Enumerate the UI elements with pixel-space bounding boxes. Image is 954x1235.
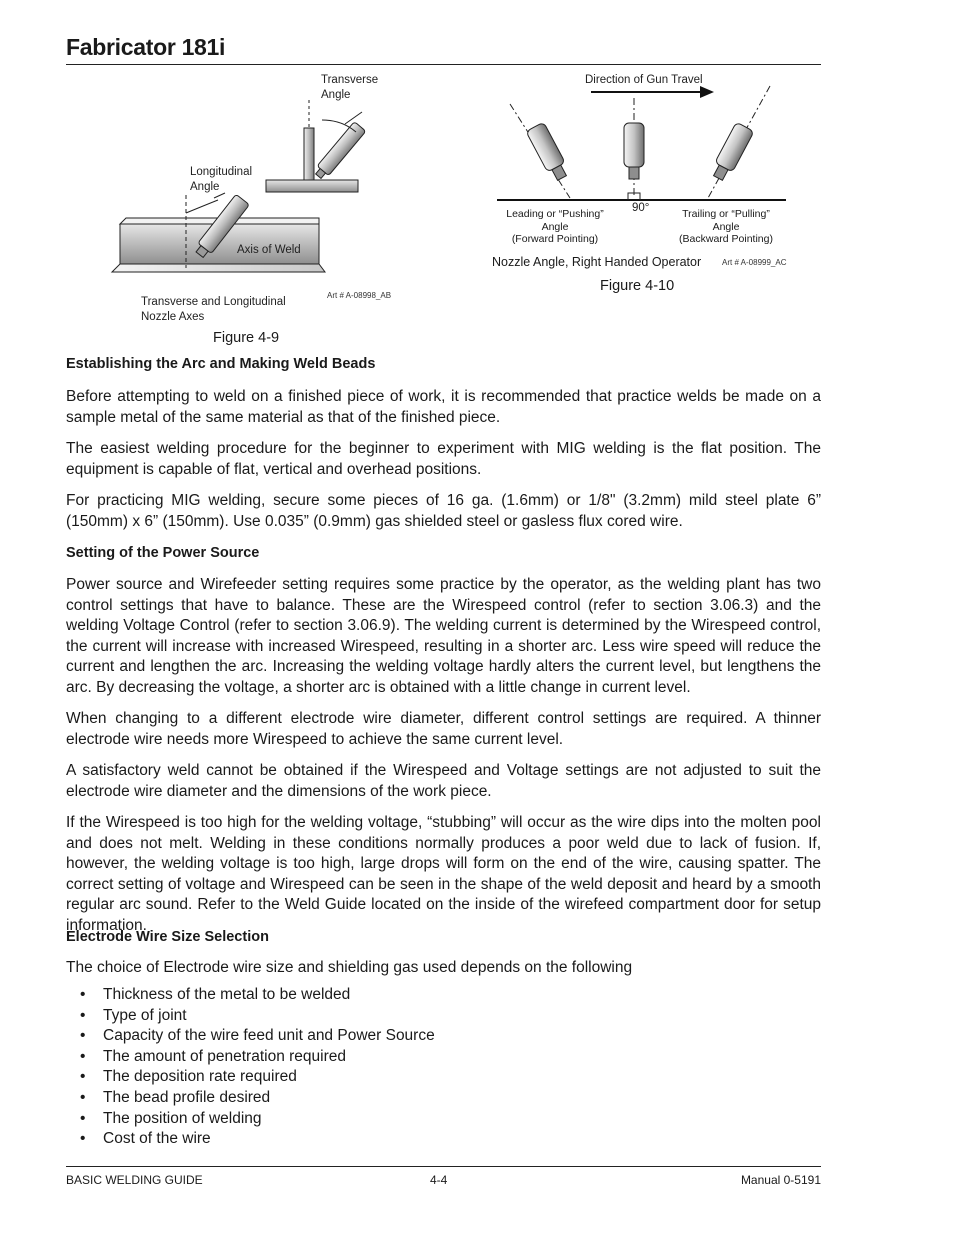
label-line: (Forward Pointing) xyxy=(511,233,599,245)
heading-wire-size: Electrode Wire Size Selection xyxy=(66,929,269,945)
footer-rule xyxy=(66,1166,821,1167)
figure-4-10-drawing xyxy=(0,0,954,360)
art-number-4-9: Art # A-08998_AB xyxy=(327,291,392,300)
list-item: • The position of welding xyxy=(80,1109,435,1130)
paragraph-arc-1: Before attempting to weld on a finished piece of work, it is recommended that practice welds be made on a sample metal of the same material as that of the finished piece. xyxy=(66,388,821,426)
footer-left: BASIC WELDING GUIDE xyxy=(66,1173,203,1187)
footer-right: Manual 0-5191 xyxy=(740,1173,821,1187)
list-item: • Cost of the wire xyxy=(80,1129,435,1150)
ninety-degree-label: 90° xyxy=(632,202,650,214)
label-line: Trailing or “Pulling” xyxy=(682,208,770,220)
art-number-4-10: Art # A-08999_AC xyxy=(722,258,787,267)
figure-4-10-caption: Figure 4-10 xyxy=(600,278,675,294)
heading-power-source: Setting of the Power Source xyxy=(66,545,260,561)
paragraph-arc-3: For practicing MIG welding, secure some pieces of 16 ga. (1.6mm) or 1/8" (3.2mm) mild steel plate 6” (150mm) x 6” (150mm). Use 0.035” (0.9mm) gas shielded steel or gasless flux cored wire. xyxy=(66,492,821,530)
paragraph-power-1: Power source and Wirefeeder setting requires some practice by the operator, as the welding plant has two control settings that have to balance. These are the Wirespeed control (refer to section 3.06.3) and the welding Voltage Control (refer to section 3.06.9). The welding current is determined by the Wirespeed control, the current will increase with increased Wirespeed, resulting in a shorter arc. Less wire speed will reduce the current and lengthen the arc. Increasing the welding voltage hardly alters the current level, but lengthens the arc. By decreasing the voltage, a shorter arc is obtained with a little change in current level. xyxy=(66,576,821,696)
trailing-angle-label xyxy=(672,208,780,246)
direction-of-travel-label: Direction of Gun Travel xyxy=(585,74,703,86)
list-item: • The deposition rate required xyxy=(80,1067,435,1088)
leading-angle-label xyxy=(502,208,608,246)
label-line: Angle xyxy=(712,220,740,233)
list-item: • Capacity of the wire feed unit and Power Source xyxy=(80,1026,435,1047)
nozzle-angle-label: Nozzle Angle, Right Handed Operator xyxy=(492,255,702,269)
footer-page-number: 4-4 xyxy=(430,1173,448,1187)
list-item: • The bead profile desired xyxy=(80,1088,435,1109)
paragraph-power-4: If the Wirespeed is too high for the welding voltage, “stubbing” will occur as the wire dips into the molten pool and does not melt. Welding in these conditions normally produces a poor weld due to lack of fusion. If, however, the welding voltage is too high, large drops will form on the end of the wire, causing spatter. The correct setting of voltage and Wirespeed can be seen in the shape of the weld deposit and heard by a smooth regular arc sound. Refer to the Weld Guide located on the inside of the wirefeed compartment door for setup information. xyxy=(66,814,821,934)
label-line: Leading or “Pushing” xyxy=(506,208,604,220)
page-title: Fabricator 181i xyxy=(66,34,226,60)
paragraph-power-2: When changing to a different electrode wire diameter, different control settings are required. A thinner electrode wire needs more Wirespeed to achieve the same current level. xyxy=(66,710,821,748)
list-item: • Type of joint xyxy=(80,1006,435,1027)
heading-establishing-arc: Establishing the Arc and Making Weld Beads xyxy=(66,356,376,372)
label-line: Angle xyxy=(190,181,220,193)
figure-4-9-caption: Figure 4-9 xyxy=(213,330,280,346)
label-line: Angle xyxy=(541,220,569,233)
label-line: Longitudinal xyxy=(190,166,253,178)
list-item: • The amount of penetration required xyxy=(80,1047,435,1068)
label-line: Nozzle Axes xyxy=(141,311,205,323)
label-line: (Backward Pointing) xyxy=(679,233,773,245)
axis-of-weld-label: Axis of Weld xyxy=(237,244,301,256)
label-line: Transverse and Longitudinal xyxy=(141,296,286,308)
list-item: • Thickness of the metal to be welded xyxy=(80,985,435,1006)
paragraph-arc-2: The easiest welding procedure for the beginner to experiment with MIG welding is the flat position. The equipment is capable of flat, vertical and overhead positions. xyxy=(66,440,821,478)
paragraph-power-3: A satisfactory weld cannot be obtained if the Wirespeed and Voltage settings are not adjusted to suit the electrode wire diameter and the dimensions of the work piece. xyxy=(66,762,821,800)
wire-selection-list xyxy=(80,985,435,1150)
paragraph-wire-1: The choice of Electrode wire size and shielding gas used depends on the following xyxy=(66,959,633,976)
label-line: Transverse xyxy=(321,74,379,86)
label-line: Angle xyxy=(321,89,351,101)
